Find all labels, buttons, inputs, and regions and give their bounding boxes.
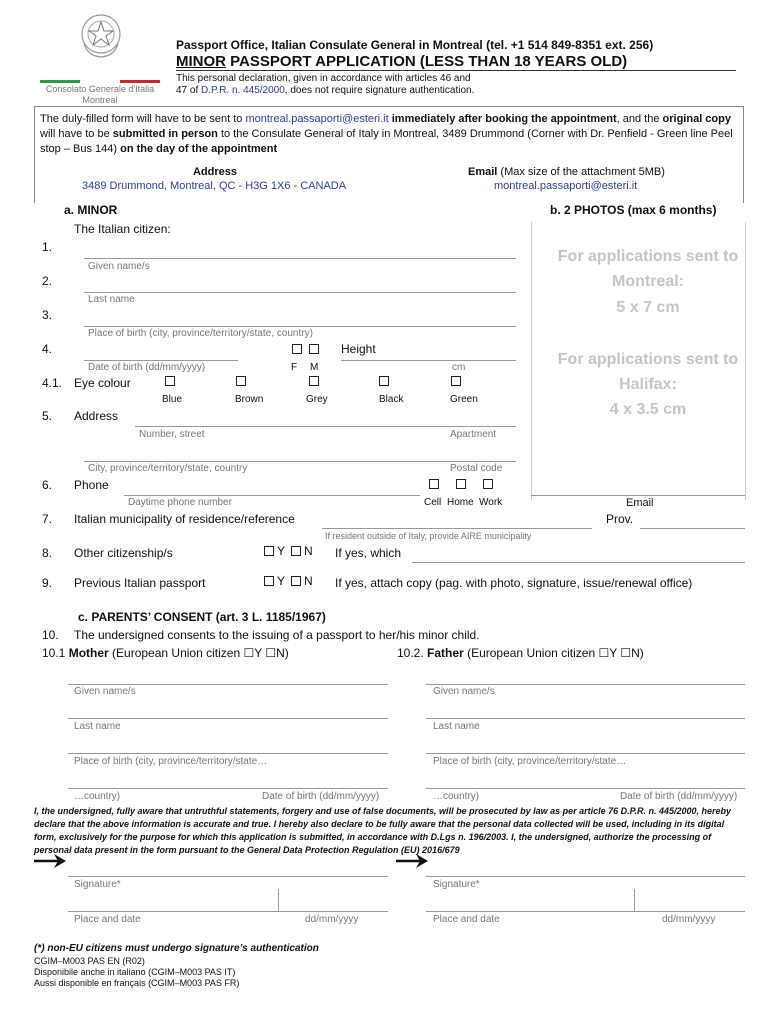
form-code: CGIM–M003 PAS EN (R02) bbox=[34, 956, 145, 966]
mother-signature-label: Signature* bbox=[74, 879, 121, 890]
email-field-label: Email bbox=[626, 497, 654, 509]
phone-cell-checkbox[interactable] bbox=[429, 479, 439, 489]
section-b-title: b. 2 PHOTOS (max 6 months) bbox=[550, 203, 717, 217]
mother-country-label: …country) bbox=[74, 791, 121, 802]
field-number: 5. bbox=[42, 409, 53, 423]
previous-passport-label: Previous Italian passport bbox=[74, 576, 206, 590]
phone-work-checkbox[interactable] bbox=[483, 479, 493, 489]
sex-f-checkbox[interactable] bbox=[292, 344, 302, 354]
sex-m-label: M bbox=[310, 362, 319, 373]
office-line: Passport Office, Italian Consulate General in Montreal (tel. +1 514 849-8351 ext. 256) bbox=[176, 38, 654, 52]
other-citizenship-input[interactable] bbox=[412, 562, 745, 563]
yes-label: Y bbox=[277, 574, 286, 588]
apartment-label: Apartment bbox=[450, 429, 497, 440]
photo-note-halifax-3: 4 x 3.5 cm bbox=[609, 401, 687, 418]
father-country-input[interactable] bbox=[426, 788, 745, 789]
italian-emblem-icon bbox=[78, 10, 124, 60]
mother-eu-label: (European Union citizen ☐Y ☐N) bbox=[108, 646, 289, 660]
father-date-format: dd/mm/yyyy bbox=[662, 914, 716, 925]
intro-text-part: to the Consulate General of Italy in Montreal, 3489 Drummond (Corner with Dr. Penfield - Green line Peel stop – Bus 144) bbox=[40, 128, 733, 155]
father-eu-label: (European Union citizen ☐Y ☐N) bbox=[463, 646, 644, 660]
postal-code-label: Postal code bbox=[450, 463, 503, 474]
eye-option-label: Blue bbox=[162, 394, 183, 405]
city-input[interactable] bbox=[84, 461, 516, 462]
father-last-name-label: Last name bbox=[433, 721, 480, 732]
dob-input[interactable] bbox=[84, 360, 238, 361]
other-citizenship-label: Other citizenship/s bbox=[74, 546, 173, 560]
field-number: 7. bbox=[42, 512, 53, 526]
eye-colour-label: Eye colour bbox=[74, 376, 131, 390]
photo-note-montreal-2: Montreal: bbox=[612, 273, 684, 290]
no-label: N bbox=[304, 574, 313, 588]
yes-label: Y bbox=[277, 544, 286, 558]
eye-option-label: Brown bbox=[235, 394, 264, 405]
photo-note-montreal-3: 5 x 7 cm bbox=[616, 299, 680, 316]
declaration-line2 bbox=[176, 85, 474, 96]
field-number: 3. bbox=[42, 308, 53, 322]
last-name-input[interactable] bbox=[84, 292, 516, 293]
mother-given-names-label: Given name/s bbox=[74, 686, 136, 697]
phone-type-label: Cell bbox=[424, 497, 442, 508]
intro-text-part: will have to be bbox=[40, 128, 113, 140]
mother-country-input[interactable] bbox=[68, 788, 388, 789]
field-number: 4. bbox=[42, 342, 53, 356]
mother-last-name-input[interactable] bbox=[68, 718, 388, 719]
father-signature-input[interactable] bbox=[426, 876, 745, 877]
field-number: 8. bbox=[42, 546, 53, 560]
phone-label: Phone bbox=[74, 478, 109, 492]
field-number: 2. bbox=[42, 274, 53, 288]
place-of-birth-label: Place of birth (city, province/territory/state, country) bbox=[88, 328, 313, 339]
father-place-of-birth-label: Place of birth (city, province/territory/state… bbox=[433, 756, 627, 767]
eye-blue-checkbox[interactable] bbox=[165, 376, 175, 386]
father-place-date-input[interactable] bbox=[426, 911, 745, 912]
prov-label: Prov. bbox=[606, 512, 634, 526]
legal-declaration: I, the undersigned, fully aware that untruthful statements, forgery and use of false documents, will be prosecuted by law as per article 76 D.P.R. n. 445/2000, hereby declare that the above information is accurate and true. I hereby also declare to be fully aware that the personal data collected will be used, including in its digital form, exclusively for the purpose for which this application is submitted, in accordance with D.Lgs n. 196/2003. I, the undersigned, authorize the processing of personal data present in the form pursuant to the General Data Protection Regulation (EU) 2016/679 bbox=[34, 806, 732, 855]
municipality-input[interactable] bbox=[322, 528, 592, 529]
intro-text bbox=[40, 112, 740, 157]
mother-given-names-input[interactable] bbox=[68, 684, 388, 685]
father-number: 10.2. bbox=[397, 646, 424, 660]
mother-date-separator bbox=[278, 889, 279, 911]
email-input[interactable] bbox=[531, 495, 745, 496]
mother-heading bbox=[42, 646, 289, 660]
field-number: 9. bbox=[42, 576, 53, 590]
consulate-name-line2: Montreal bbox=[82, 95, 118, 105]
mother-last-name-label: Last name bbox=[74, 721, 121, 732]
phone-type-label: Work bbox=[479, 497, 503, 508]
height-input[interactable] bbox=[341, 360, 516, 361]
place-of-birth-input[interactable] bbox=[84, 326, 516, 327]
declaration-line1: This personal declaration, given in accordance with articles 46 and bbox=[176, 73, 471, 84]
sex-f-label: F bbox=[291, 362, 298, 373]
footnote: (*) non-EU citizens must undergo signature’s authentication bbox=[34, 943, 319, 954]
father-place-date-label: Place and date bbox=[433, 914, 500, 925]
title-rest: PASSPORT APPLICATION (LESS THAN 18 YEARS OLD) bbox=[226, 53, 628, 70]
declaration-text: 47 of bbox=[176, 85, 202, 96]
mother-place-date-label: Place and date bbox=[74, 914, 141, 925]
number-street-label: Number, street bbox=[139, 429, 205, 440]
if-yes-attach-label: If yes, attach copy (pag. with photo, signature, issue/renewal office) bbox=[335, 576, 693, 590]
mother-dob-label: Date of birth (dd/mm/yyyy) bbox=[262, 791, 380, 802]
eye-green-checkbox[interactable] bbox=[451, 376, 461, 386]
phone-home-checkbox[interactable] bbox=[456, 479, 466, 489]
if-yes-which-label: If yes, which bbox=[335, 546, 402, 560]
mother-label: Mother bbox=[68, 646, 109, 660]
intro-text-part: The duly-filled form will have to be sent to bbox=[40, 113, 246, 125]
eye-brown-checkbox[interactable] bbox=[236, 376, 246, 386]
previous-passport-no-checkbox[interactable] bbox=[291, 576, 301, 586]
photo-note-halifax-2: Halifax: bbox=[619, 376, 677, 393]
arrow-right-icon bbox=[34, 853, 68, 874]
height-label: Height bbox=[341, 342, 376, 356]
title-underline bbox=[176, 70, 736, 71]
given-names-label: Given name/s bbox=[88, 261, 150, 272]
mother-place-of-birth-label: Place of birth (city, province/territory/state… bbox=[74, 756, 268, 767]
section-a-title: a. MINOR bbox=[64, 203, 118, 217]
consulate-address: 3489 Drummond, Montreal, QC - H3G 1X6 - CANADA bbox=[82, 180, 347, 192]
photo-box-border bbox=[745, 222, 746, 500]
street-input[interactable] bbox=[135, 426, 516, 427]
intro-text-part: submitted in person bbox=[112, 128, 218, 140]
title-minor: MINOR bbox=[176, 53, 226, 70]
intro-email-link[interactable]: montreal.passaporti@esteri.it bbox=[245, 113, 389, 125]
intro-text-part: , and the bbox=[616, 113, 663, 125]
father-given-names-input[interactable] bbox=[426, 684, 745, 685]
address-label: Address bbox=[192, 166, 238, 178]
phone-type-label: Home bbox=[447, 497, 474, 508]
given-names-input[interactable] bbox=[84, 258, 516, 259]
eye-black-checkbox[interactable] bbox=[379, 376, 389, 386]
consent-text: The undersigned consents to the issuing of a passport to her/his minor child. bbox=[74, 628, 480, 642]
mother-place-date-input[interactable] bbox=[68, 911, 388, 912]
other-citizenship-no-checkbox[interactable] bbox=[291, 546, 301, 556]
father-label: Father bbox=[427, 646, 464, 660]
email-label-text: Email bbox=[468, 166, 498, 178]
father-date-separator bbox=[634, 889, 635, 911]
mother-place-of-birth-input[interactable] bbox=[68, 753, 388, 754]
father-dob-label: Date of birth (dd/mm/yyyy) bbox=[620, 791, 738, 802]
french-version-note: Aussi disponible en français (CGIM–M003 PAS FR) bbox=[34, 978, 240, 988]
eye-option-label: Green bbox=[450, 394, 478, 405]
mother-signature-input[interactable] bbox=[68, 876, 388, 877]
address-field-label: Address bbox=[74, 409, 119, 423]
section-c-title: c. PARENTS’ CONSENT (art. 3 L. 1185/1967) bbox=[78, 610, 326, 624]
photo-note-halifax-1: For applications sent to bbox=[557, 351, 739, 368]
intro-text-part: immediately after booking the appointment bbox=[388, 113, 617, 125]
father-last-name-input[interactable] bbox=[426, 718, 745, 719]
prov-input[interactable] bbox=[640, 528, 745, 529]
other-citizenship-yes-checkbox[interactable] bbox=[264, 546, 274, 556]
eye-option-label: Grey bbox=[306, 394, 328, 405]
father-place-of-birth-input[interactable] bbox=[426, 753, 745, 754]
aire-note: If resident outside of Italy, provide AIRE municipality bbox=[325, 531, 532, 541]
citizen-label: The Italian citizen: bbox=[74, 222, 171, 236]
eye-option-label: Black bbox=[379, 394, 404, 405]
daytime-phone-label: Daytime phone number bbox=[128, 497, 232, 508]
father-signature-label: Signature* bbox=[433, 879, 480, 890]
intro-text-part: on the day of the appointment bbox=[120, 143, 278, 155]
sex-m-checkbox[interactable] bbox=[309, 344, 319, 354]
page-title bbox=[176, 53, 627, 70]
consulate-name-line1: Consolato Generale d'Italia bbox=[45, 84, 155, 94]
arrow-right-icon bbox=[396, 853, 430, 874]
dpr-link[interactable]: D.P.R. n. 445/2000 bbox=[201, 85, 285, 96]
phone-input[interactable] bbox=[124, 495, 420, 496]
city-label: City, province/territory/state, country bbox=[88, 463, 248, 474]
photo-note-montreal-1: For applications sent to bbox=[557, 248, 739, 265]
dob-label: Date of birth (dd/mm/yyyy) bbox=[88, 362, 206, 373]
email-label bbox=[468, 166, 665, 178]
height-unit: cm bbox=[452, 362, 466, 373]
father-heading bbox=[397, 646, 644, 660]
father-country-label: …country) bbox=[433, 791, 480, 802]
municipality-label: Italian municipality of residence/reference bbox=[74, 512, 295, 526]
previous-passport-yes-checkbox[interactable] bbox=[264, 576, 274, 586]
consulate-email-link[interactable]: montreal.passaporti@esteri.it bbox=[494, 180, 638, 192]
declaration-text: , does not require signature authentication. bbox=[284, 85, 475, 96]
field-number: 4.1. bbox=[42, 376, 63, 390]
photo-box-border bbox=[531, 222, 532, 500]
mother-date-format: dd/mm/yyyy bbox=[305, 914, 359, 925]
field-number: 6. bbox=[42, 478, 53, 492]
intro-text-part: original copy bbox=[662, 113, 731, 125]
mother-number: 10.1 bbox=[42, 646, 66, 660]
field-number: 10. bbox=[42, 628, 59, 642]
last-name-label: Last name bbox=[88, 294, 135, 305]
italian-version-note: Disponibile anche in italiano (CGIM–M003 PAS IT) bbox=[34, 967, 236, 977]
eye-grey-checkbox[interactable] bbox=[309, 376, 319, 386]
no-label: N bbox=[304, 544, 313, 558]
field-number: 1. bbox=[42, 240, 53, 254]
email-note: (Max size of the attachment 5MB) bbox=[497, 166, 665, 178]
father-given-names-label: Given name/s bbox=[433, 686, 495, 697]
